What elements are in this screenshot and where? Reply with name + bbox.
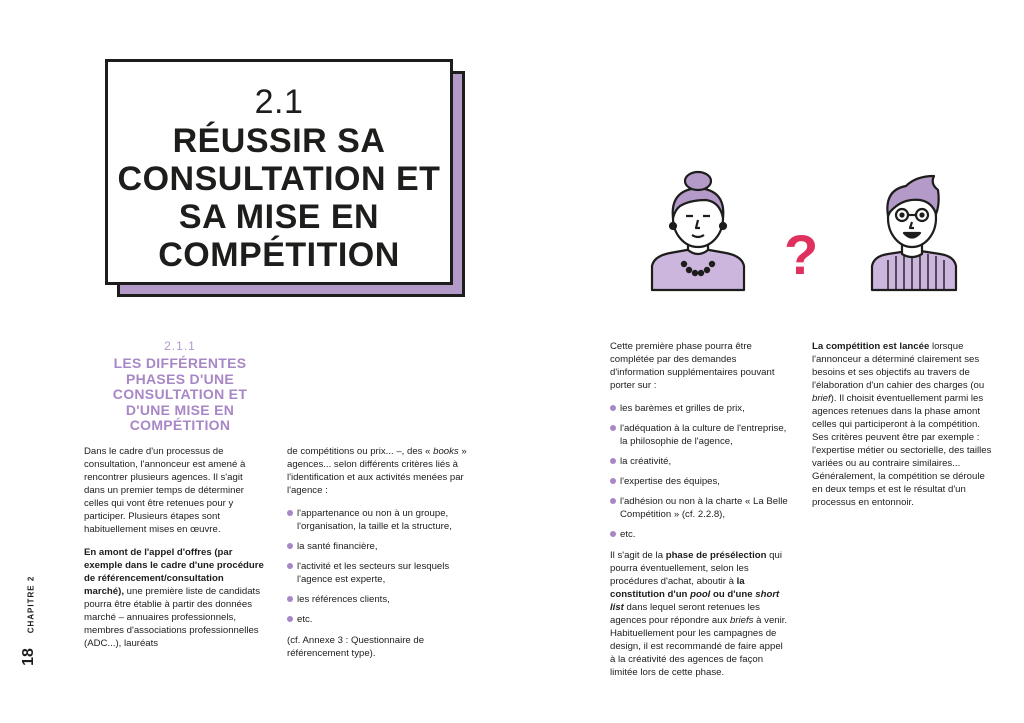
bullet-icon — [610, 425, 616, 431]
title-box — [105, 59, 453, 285]
list-item: la santé financière, — [287, 540, 467, 553]
paragraph: La compétition est lancée lorsque l'annonceur a déterminé clairement ses besoins et ses objectifs au travers de l'élaboration d'un cahier des charges (ou brief). Il choisit éventuellement parmi les agences retenues dans la phase amont celles qui participeront à la compétition. Ses critères peuvent être par exemple : l'expertise métier ou sectorielle, des tailles variées ou au contraire similaires... Généralement, la compétition se déroule en deux temps et est le résultat d'un processus en entonnoir. — [812, 341, 992, 508]
list-item: les barèmes et grilles de prix, — [610, 402, 790, 415]
bold-text: phase de présélection — [665, 550, 767, 561]
bullet-list — [610, 402, 790, 541]
list-item: l'adéquation à la culture de l'entreprise, la philosophie de l'agence, — [610, 422, 790, 448]
chapter-label: CHAPITRE 2 — [26, 575, 36, 634]
bullet-icon — [610, 458, 616, 464]
list-item: les références clients, — [287, 593, 467, 606]
bullet-icon — [610, 405, 616, 411]
text-column-3 — [610, 340, 790, 689]
italic-text: brief — [812, 393, 831, 404]
bullet-icon — [287, 563, 293, 569]
woman-figure-icon — [652, 172, 744, 290]
bullet-icon — [287, 510, 293, 516]
text-column-2 — [287, 445, 467, 670]
page-title: RÉUSSIR SA CONSULTATION ET SA MISE EN COMPÉTITION — [117, 122, 441, 274]
text: » agences... selon différents critères liés à l'identification et aux activités menées par l'agence : — [287, 446, 467, 496]
bold-text: la constitution d'un — [610, 576, 745, 600]
list-item: etc. — [287, 613, 467, 626]
bullet-icon — [610, 498, 616, 504]
bold-italic-text: pool — [690, 589, 711, 600]
paragraph: Il s'agit de la phase de présélection qui pourra éventuellement, selon les procédures d'achat, aboutir à la constitution d'un pool ou d'une short list dans lequel seront retenues les agences pour répondre aux briefs à venir. Habituellement pour les campagnes de design, il est recommandé de faire appel à la créativité des agences de façon limitée lors de cette phase. — [610, 550, 788, 678]
list-item: l'expertise des équipes, — [610, 475, 790, 488]
bold-text: En amont de l'appel d'offres (par exemple dans le cadre d'une procédure de référencement/consultation marché), — [84, 547, 264, 597]
section-heading: LES DIFFÉRENTES PHASES D'UNE CONSULTATION ET D'UNE MISE EN COMPÉTITION — [112, 355, 248, 433]
text-column-4 — [812, 340, 992, 519]
paragraph: Dans le cadre d'un processus de consultation, l'annonceur est amené à rencontrer plusieurs agences. Il s'agit dans un premier temps de déterminer celles qui vont être retenues pour y participer. Plusieurs étapes sont habituellement mises en œuvre. — [84, 446, 246, 535]
section-number: 2.1.1 — [164, 339, 196, 353]
bold-text: ou d'une — [710, 589, 756, 600]
bullet-icon — [287, 596, 293, 602]
text-column-1 — [84, 445, 264, 660]
paragraph: (cf. Annexe 3 : Questionnaire de référencement type). — [287, 635, 425, 659]
text: une première liste de candidats pourra être établie à partir des données marché – annuaires professionnels, membres d'associations professionnelles (ADC...), lauréats — [84, 586, 260, 649]
italic-text: briefs — [730, 615, 754, 626]
bullet-icon — [287, 616, 293, 622]
page-marker — [14, 560, 54, 720]
bullet-icon — [610, 478, 616, 484]
list-item: l'adhésion ou non à la charte « La Belle Compétition » (cf. 2.2.8), — [610, 495, 790, 521]
bold-italic-text: short list — [610, 589, 780, 613]
italic-text: books — [433, 446, 459, 457]
paragraph: Cette première phase pourra être complétée par des demandes d'information supplémentaires pouvant porter sur : — [610, 341, 775, 391]
list-item: etc. — [610, 528, 790, 541]
page-number: 18 — [19, 648, 37, 666]
bullet-icon — [287, 543, 293, 549]
bold-text: La compétition est lancée — [812, 341, 930, 352]
text: de compétitions ou prix... –, des « — [287, 446, 434, 457]
list-item: la créativité, — [610, 455, 790, 468]
paragraph — [287, 445, 467, 497]
question-mark: ? — [784, 223, 819, 286]
title-number: 2.1 — [254, 83, 304, 121]
list-item: l'appartenance ou non à un groupe, l'organisation, la taille et la structure, — [287, 507, 467, 533]
bullet-icon — [610, 531, 616, 537]
bullet-list — [287, 507, 467, 626]
paragraph — [84, 546, 264, 650]
list-item: l'activité et les secteurs sur lesquels l'agence est experte, — [287, 560, 467, 586]
man-figure-icon — [872, 176, 956, 290]
